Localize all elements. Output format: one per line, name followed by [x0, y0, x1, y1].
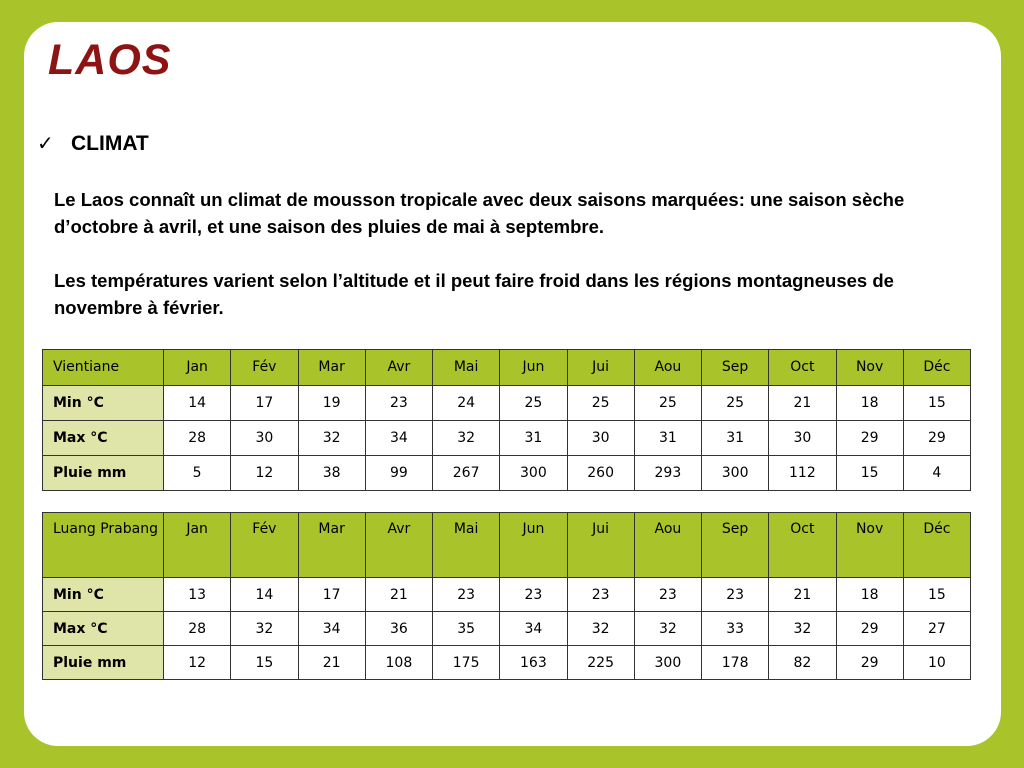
table-cell: 17: [298, 578, 365, 612]
table-cell: 34: [500, 612, 567, 646]
table-cell: 32: [433, 421, 500, 456]
slide-title: LAOS: [48, 36, 172, 84]
month-header: Avr: [365, 513, 432, 578]
month-header: Jui: [567, 513, 634, 578]
table-row: [43, 421, 971, 456]
table-cell: 32: [567, 612, 634, 646]
climate-paragraph-1: Le Laos connaît un climat de mousson tropicale avec deux saisons marquées: une saison sèche d’octobre à avril, et une saison des pluies de mai à septembre.: [54, 189, 905, 237]
table-cell: 175: [433, 646, 500, 680]
table-cell: 32: [231, 612, 298, 646]
month-header: Oct: [769, 513, 836, 578]
table-cell: 15: [836, 456, 903, 491]
table-cell: 260: [567, 456, 634, 491]
table-cell: 225: [567, 646, 634, 680]
table-header-row: [43, 513, 971, 578]
month-header: Déc: [903, 513, 970, 578]
month-header: Aou: [634, 513, 701, 578]
table-cell: 18: [836, 578, 903, 612]
table-cell: 300: [634, 646, 701, 680]
table-cell: 21: [298, 646, 365, 680]
table-cell: 5: [164, 456, 231, 491]
table-cell: 17: [231, 386, 298, 421]
table-cell: 25: [500, 386, 567, 421]
month-header: Déc: [903, 350, 970, 386]
month-header: Aou: [634, 350, 701, 386]
table-cell: 10: [903, 646, 970, 680]
row-label: Pluie mm: [43, 456, 164, 491]
month-header: Jui: [567, 350, 634, 386]
table-cell: 25: [702, 386, 769, 421]
table-cell: 300: [500, 456, 567, 491]
checkmark-icon: ✓: [37, 131, 54, 155]
table-cell: 29: [836, 612, 903, 646]
table-cell: 29: [836, 646, 903, 680]
row-label: Min °C: [43, 386, 164, 421]
table-cell: 38: [298, 456, 365, 491]
table-cell: 21: [365, 578, 432, 612]
table-cell: 15: [231, 646, 298, 680]
row-label: Pluie mm: [43, 646, 164, 680]
table-cell: 32: [634, 612, 701, 646]
table-cell: 82: [769, 646, 836, 680]
city-name: Vientiane: [43, 350, 164, 386]
table-cell: 23: [500, 578, 567, 612]
table-cell: 34: [298, 612, 365, 646]
table-cell: 25: [567, 386, 634, 421]
table-cell: 108: [365, 646, 432, 680]
table-cell: 23: [365, 386, 432, 421]
table-cell: 28: [164, 421, 231, 456]
month-header: Jun: [500, 350, 567, 386]
table-cell: 163: [500, 646, 567, 680]
month-header: Jan: [164, 350, 231, 386]
month-header: Sep: [702, 513, 769, 578]
month-header: Sep: [702, 350, 769, 386]
table-cell: 23: [634, 578, 701, 612]
table-cell: 12: [231, 456, 298, 491]
table-cell: 34: [365, 421, 432, 456]
climate-paragraph-2: Les températures varient selon l’altitude et il peut faire froid dans les régions montagneuses de novembre à février.: [54, 270, 894, 318]
table-cell: 21: [769, 578, 836, 612]
month-header: Jun: [500, 513, 567, 578]
table-cell: 15: [903, 386, 970, 421]
month-header: Nov: [836, 350, 903, 386]
table-cell: 13: [164, 578, 231, 612]
table-header-row: [43, 350, 971, 386]
month-header: Fév: [231, 350, 298, 386]
table-cell: 35: [433, 612, 500, 646]
section-heading: CLIMAT: [71, 132, 149, 155]
month-header: Mai: [433, 513, 500, 578]
table-cell: 112: [769, 456, 836, 491]
month-header: Mai: [433, 350, 500, 386]
table-row: [43, 386, 971, 421]
month-header: Mar: [298, 350, 365, 386]
table-cell: 18: [836, 386, 903, 421]
table-cell: 30: [567, 421, 634, 456]
month-header: Nov: [836, 513, 903, 578]
table-cell: 33: [702, 612, 769, 646]
table-row: [43, 612, 971, 646]
table-cell: 23: [702, 578, 769, 612]
table-cell: 31: [634, 421, 701, 456]
table-cell: 30: [769, 421, 836, 456]
month-header: Mar: [298, 513, 365, 578]
table-cell: 32: [298, 421, 365, 456]
table-row: [43, 646, 971, 680]
table-row: [43, 578, 971, 612]
table-cell: 36: [365, 612, 432, 646]
table-cell: 29: [836, 421, 903, 456]
table-cell: 21: [769, 386, 836, 421]
month-header: Avr: [365, 350, 432, 386]
table-cell: 29: [903, 421, 970, 456]
table-cell: 30: [231, 421, 298, 456]
table-cell: 23: [567, 578, 634, 612]
row-label: Min °C: [43, 578, 164, 612]
month-header: Oct: [769, 350, 836, 386]
table-cell: 28: [164, 612, 231, 646]
table-cell: 27: [903, 612, 970, 646]
row-label: Max °C: [43, 421, 164, 456]
month-header: Fév: [231, 513, 298, 578]
table-cell: 293: [634, 456, 701, 491]
table-cell: 99: [365, 456, 432, 491]
city-name: Luang Prabang: [43, 513, 164, 578]
table-cell: 19: [298, 386, 365, 421]
table-cell: 25: [634, 386, 701, 421]
table-cell: 267: [433, 456, 500, 491]
table-cell: 300: [702, 456, 769, 491]
table-cell: 23: [433, 578, 500, 612]
month-header: Jan: [164, 513, 231, 578]
table-cell: 32: [769, 612, 836, 646]
table-cell: 12: [164, 646, 231, 680]
table-cell: 14: [231, 578, 298, 612]
table-row: [43, 456, 971, 491]
climate-table-vientiane: [42, 349, 971, 491]
climate-table-luang-prabang: [42, 512, 971, 680]
table-cell: 31: [500, 421, 567, 456]
table-cell: 4: [903, 456, 970, 491]
table-cell: 14: [164, 386, 231, 421]
table-cell: 24: [433, 386, 500, 421]
table-cell: 31: [702, 421, 769, 456]
table-cell: 178: [702, 646, 769, 680]
row-label: Max °C: [43, 612, 164, 646]
table-cell: 15: [903, 578, 970, 612]
